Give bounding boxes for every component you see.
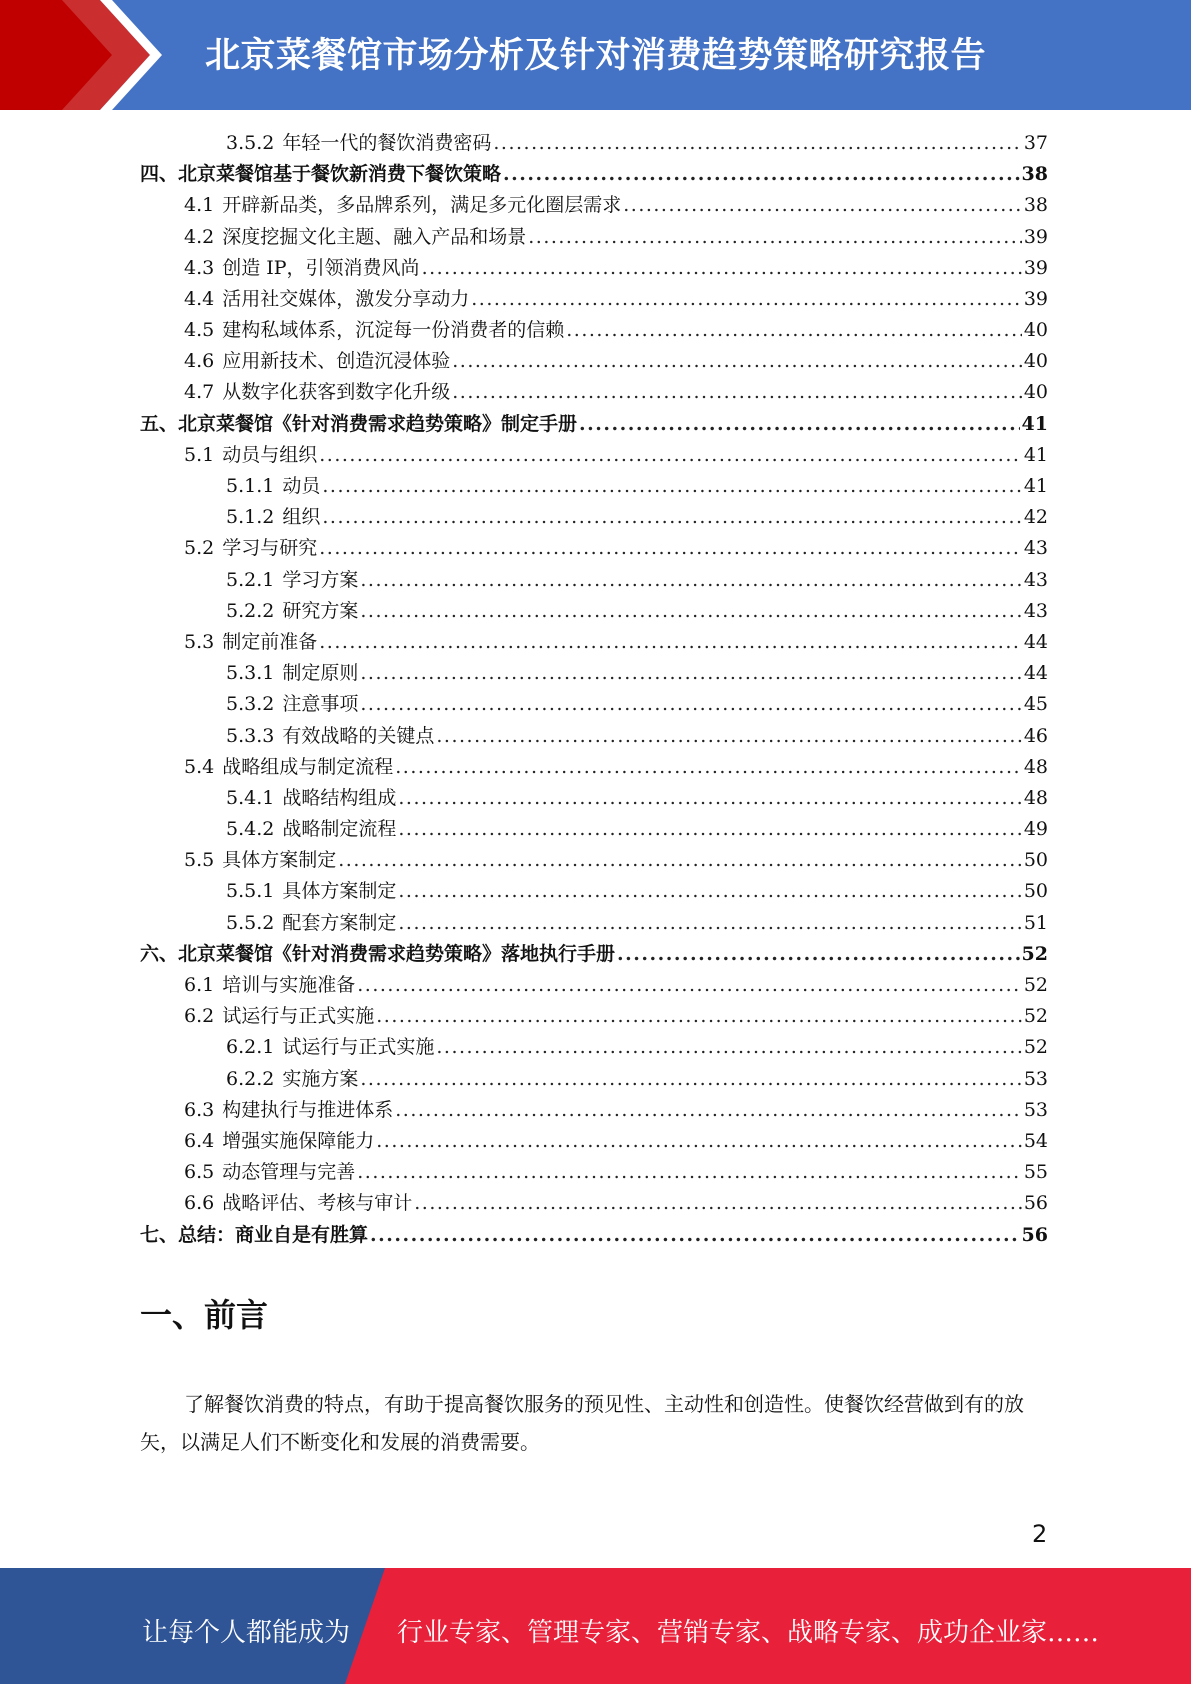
toc-dot-leader bbox=[357, 970, 1022, 1001]
toc-dot-leader bbox=[376, 1126, 1022, 1157]
toc-entry-number: 6.4 bbox=[184, 1129, 215, 1152]
toc-entry-page: 52 bbox=[1023, 974, 1048, 997]
toc-entry-number: 6.3 bbox=[184, 1098, 215, 1121]
toc-entry-page: 56 bbox=[1021, 1223, 1048, 1246]
toc-entry[interactable] bbox=[140, 939, 1048, 970]
toc-entry-number: 5.3.1 bbox=[226, 662, 275, 685]
toc-entry[interactable] bbox=[140, 627, 1048, 658]
toc-entry-title: 五、北京菜餐馆《针对消费需求趋势策略》制定手册 bbox=[140, 412, 578, 435]
toc-entry-page: 56 bbox=[1023, 1192, 1048, 1215]
toc-entry[interactable] bbox=[140, 1220, 1048, 1251]
toc-entry-title: 有效战略的关键点 bbox=[282, 724, 435, 747]
toc-dot-leader bbox=[398, 783, 1021, 814]
toc-entry-page: 44 bbox=[1023, 630, 1048, 653]
toc-entry[interactable] bbox=[140, 1157, 1048, 1188]
toc-entry-number: 5.1.2 bbox=[226, 506, 275, 529]
toc-entry-page: 55 bbox=[1023, 1161, 1048, 1184]
toc-dot-leader bbox=[398, 876, 1021, 907]
toc-entry-number: 3.5.2 bbox=[226, 131, 275, 154]
toc-entry-number: 5.3.2 bbox=[226, 693, 275, 716]
toc-entry[interactable] bbox=[140, 440, 1048, 471]
toc-entry-number: 5.3 bbox=[184, 630, 215, 653]
toc-entry-page: 43 bbox=[1023, 599, 1048, 622]
toc-entry-title: 七、总结：商业自是有胜算 bbox=[140, 1223, 369, 1246]
page-number: 2 bbox=[1032, 1520, 1048, 1548]
toc-dot-leader bbox=[319, 533, 1022, 564]
toc-entry-page: 43 bbox=[1023, 537, 1048, 560]
toc-entry[interactable] bbox=[140, 159, 1048, 190]
toc-entry[interactable] bbox=[140, 845, 1048, 876]
footer-slogan-left: 让每个人都能成为 bbox=[142, 1618, 351, 1648]
toc-dot-leader bbox=[360, 689, 1021, 720]
toc-entry-title: 试运行与正式实施 bbox=[222, 1005, 375, 1028]
toc-dot-leader bbox=[503, 159, 1020, 190]
footer-slogan-right: 行业专家、管理专家、营销专家、战略专家、成功企业家…… bbox=[397, 1618, 1100, 1648]
toc-entry-page: 52 bbox=[1021, 942, 1048, 965]
toc-dot-leader bbox=[436, 721, 1021, 752]
section-paragraph: 了解餐饮消费的特点，有助于提高餐饮服务的预见性、主动性和创造性。使餐饮经营做到有的放矢，以满足人们不断变化和发展的消费需要。 bbox=[140, 1392, 1024, 1454]
toc-entry[interactable] bbox=[140, 315, 1048, 346]
toc-entry-page: 49 bbox=[1023, 818, 1048, 841]
toc-entry-title: 创造 IP，引领消费风尚 bbox=[222, 256, 420, 279]
toc-entry-title: 培训与实施准备 bbox=[222, 974, 356, 997]
toc-entry-page: 52 bbox=[1023, 1036, 1048, 1059]
toc-dot-leader bbox=[398, 908, 1021, 939]
toc-dot-leader bbox=[319, 440, 1022, 471]
toc-entry-title: 制定原则 bbox=[282, 662, 359, 685]
toc-dot-leader bbox=[395, 752, 1022, 783]
toc-entry[interactable] bbox=[140, 502, 1048, 533]
toc-entry[interactable] bbox=[140, 1032, 1048, 1063]
toc-entry-title: 战略制定流程 bbox=[282, 818, 397, 841]
toc-dot-leader bbox=[617, 939, 1020, 970]
toc-entry-title: 学习与研究 bbox=[222, 537, 318, 560]
toc-entry-title: 实施方案 bbox=[282, 1067, 359, 1090]
toc-entry-page: 40 bbox=[1023, 350, 1048, 373]
toc-dot-leader bbox=[422, 253, 1022, 284]
toc-entry[interactable] bbox=[140, 471, 1048, 502]
toc-entry-number: 4.6 bbox=[184, 350, 215, 373]
toc-entry-page: 39 bbox=[1023, 256, 1048, 279]
toc-entry-page: 40 bbox=[1023, 319, 1048, 342]
toc-entry[interactable] bbox=[140, 752, 1048, 783]
toc-entry[interactable] bbox=[140, 190, 1048, 221]
toc-entry[interactable] bbox=[140, 1064, 1048, 1095]
toc-entry-number: 6.2.2 bbox=[226, 1067, 275, 1090]
toc-entry-page: 38 bbox=[1021, 163, 1048, 186]
toc-entry-title: 试运行与正式实施 bbox=[282, 1036, 435, 1059]
toc-entry[interactable] bbox=[140, 1126, 1048, 1157]
toc-entry[interactable] bbox=[140, 378, 1048, 409]
toc-entry-number: 6.2.1 bbox=[226, 1036, 275, 1059]
toc-dot-leader bbox=[436, 1032, 1021, 1063]
toc-entry-number: 5.5.2 bbox=[226, 911, 275, 934]
toc-entry-page: 39 bbox=[1023, 287, 1048, 310]
toc-entry[interactable] bbox=[140, 565, 1048, 596]
toc-entry[interactable] bbox=[140, 814, 1048, 845]
toc-entry-page: 41 bbox=[1023, 475, 1048, 498]
toc-entry-page: 41 bbox=[1023, 443, 1048, 466]
toc-entry-number: 4.7 bbox=[184, 381, 215, 404]
toc-entry[interactable] bbox=[140, 783, 1048, 814]
toc-dot-leader bbox=[338, 845, 1022, 876]
toc-entry-title: 构建执行与推进体系 bbox=[222, 1098, 394, 1121]
toc-entry-page: 53 bbox=[1023, 1098, 1048, 1121]
page-header bbox=[0, 0, 1191, 110]
toc-dot-leader bbox=[360, 596, 1021, 627]
toc-entry-title: 动员与组织 bbox=[222, 443, 318, 466]
toc-dot-leader bbox=[579, 409, 1020, 440]
toc-entry-number: 5.1 bbox=[184, 443, 215, 466]
document-title: 北京菜餐馆市场分析及针对消费趋势策略研究报告 bbox=[205, 36, 987, 76]
toc-entry-title: 动态管理与完善 bbox=[222, 1161, 356, 1184]
toc-entry-title: 开辟新品类，多品牌系列，满足多元化圈层需求 bbox=[222, 194, 622, 217]
toc-entry[interactable] bbox=[140, 533, 1048, 564]
toc-dot-leader bbox=[370, 1220, 1020, 1251]
toc-entry-number: 5.2 bbox=[184, 537, 215, 560]
toc-entry-page: 40 bbox=[1023, 381, 1048, 404]
toc-dot-leader bbox=[395, 1095, 1022, 1126]
toc-entry-title: 战略结构组成 bbox=[282, 786, 397, 809]
toc-entry-number: 5.3.3 bbox=[226, 724, 275, 747]
toc-entry-page: 51 bbox=[1023, 911, 1048, 934]
toc-dot-leader bbox=[528, 222, 1022, 253]
toc-entry-page: 48 bbox=[1023, 786, 1048, 809]
toc-dot-leader bbox=[452, 346, 1022, 377]
toc-entry[interactable] bbox=[140, 1188, 1048, 1219]
toc-dot-leader bbox=[360, 658, 1021, 689]
toc-entry[interactable] bbox=[140, 877, 1048, 908]
toc-dot-leader bbox=[357, 1157, 1022, 1188]
toc-entry[interactable] bbox=[140, 284, 1048, 315]
toc-entry-number: 4.1 bbox=[184, 194, 215, 217]
table-of-contents bbox=[140, 128, 1048, 1251]
toc-entry-title: 战略组成与制定流程 bbox=[222, 755, 394, 778]
toc-entry-title: 具体方案制定 bbox=[282, 880, 397, 903]
toc-entry-title: 动员 bbox=[282, 475, 321, 498]
toc-dot-leader bbox=[452, 377, 1022, 408]
toc-entry-number: 6.6 bbox=[184, 1192, 215, 1215]
toc-entry-page: 48 bbox=[1023, 755, 1048, 778]
toc-entry-number: 6.5 bbox=[184, 1161, 215, 1184]
toc-entry-title: 深度挖掘文化主题、融入产品和场景 bbox=[222, 225, 527, 248]
toc-dot-leader bbox=[471, 284, 1022, 315]
toc-entry[interactable] bbox=[140, 409, 1048, 440]
toc-dot-leader bbox=[493, 128, 1021, 159]
toc-entry-title: 组织 bbox=[282, 506, 321, 529]
toc-entry-page: 52 bbox=[1023, 1005, 1048, 1028]
toc-entry-page: 45 bbox=[1023, 693, 1048, 716]
toc-entry[interactable] bbox=[140, 346, 1048, 377]
toc-entry[interactable] bbox=[140, 1095, 1048, 1126]
toc-entry-number: 5.4 bbox=[184, 755, 215, 778]
toc-entry[interactable] bbox=[140, 908, 1048, 939]
section-heading: 一、前言 bbox=[140, 1296, 269, 1334]
toc-entry[interactable] bbox=[140, 658, 1048, 689]
toc-dot-leader bbox=[319, 627, 1022, 658]
toc-entry-title: 活用社交媒体，激发分享动力 bbox=[222, 287, 470, 310]
toc-entry-number: 4.4 bbox=[184, 287, 215, 310]
toc-entry-number: 4.5 bbox=[184, 319, 215, 342]
toc-entry-title: 战略评估、考核与审计 bbox=[222, 1192, 413, 1215]
toc-entry-title: 增强实施保障能力 bbox=[222, 1129, 375, 1152]
toc-entry-number: 5.1.1 bbox=[226, 475, 275, 498]
toc-entry-number: 4.2 bbox=[184, 225, 215, 248]
toc-entry-number: 6.2 bbox=[184, 1005, 215, 1028]
toc-dot-leader bbox=[360, 1064, 1021, 1095]
toc-entry[interactable] bbox=[140, 1001, 1048, 1032]
toc-dot-leader bbox=[398, 814, 1021, 845]
toc-dot-leader bbox=[376, 1001, 1022, 1032]
toc-entry-number: 5.4.1 bbox=[226, 786, 275, 809]
toc-entry[interactable] bbox=[140, 222, 1048, 253]
page-footer bbox=[0, 1568, 1191, 1684]
toc-entry-page: 44 bbox=[1023, 662, 1048, 685]
toc-dot-leader bbox=[322, 502, 1021, 533]
toc-entry-page: 50 bbox=[1023, 880, 1048, 903]
toc-entry-number: 5.2.1 bbox=[226, 568, 275, 591]
toc-entry-page: 53 bbox=[1023, 1067, 1048, 1090]
toc-entry-title: 建构私域体系，沉淀每一份消费者的信赖 bbox=[222, 319, 565, 342]
toc-entry-page: 41 bbox=[1021, 412, 1048, 435]
toc-entry-title: 六、北京菜餐馆《针对消费需求趋势策略》落地执行手册 bbox=[140, 942, 616, 965]
toc-entry-title: 四、北京菜餐馆基于餐饮新消费下餐饮策略 bbox=[140, 163, 502, 186]
toc-entry-title: 具体方案制定 bbox=[222, 849, 337, 872]
toc-entry-page: 39 bbox=[1023, 225, 1048, 248]
toc-entry-title: 从数字化获客到数字化升级 bbox=[222, 381, 451, 404]
toc-entry-page: 37 bbox=[1023, 131, 1048, 154]
toc-entry[interactable] bbox=[140, 970, 1048, 1001]
toc-dot-leader bbox=[566, 315, 1022, 346]
toc-entry[interactable] bbox=[140, 596, 1048, 627]
toc-entry-page: 38 bbox=[1023, 194, 1048, 217]
toc-entry[interactable] bbox=[140, 253, 1048, 284]
toc-entry-title: 应用新技术、创造沉浸体验 bbox=[222, 350, 451, 373]
toc-entry-number: 6.1 bbox=[184, 974, 215, 997]
toc-entry[interactable] bbox=[140, 128, 1048, 159]
toc-entry-page: 42 bbox=[1023, 506, 1048, 529]
toc-entry-title: 研究方案 bbox=[282, 599, 359, 622]
toc-entry-title: 学习方案 bbox=[282, 568, 359, 591]
toc-entry-number: 5.5 bbox=[184, 849, 215, 872]
toc-entry-number: 4.3 bbox=[184, 256, 215, 279]
toc-entry-title: 年轻一代的餐饮消费密码 bbox=[282, 131, 492, 154]
toc-entry-page: 43 bbox=[1023, 568, 1048, 591]
toc-entry-title: 配套方案制定 bbox=[282, 911, 397, 934]
toc-entry-title: 注意事项 bbox=[282, 693, 359, 716]
toc-dot-leader bbox=[414, 1188, 1022, 1219]
toc-entry-number: 5.4.2 bbox=[226, 818, 275, 841]
toc-entry-page: 54 bbox=[1023, 1129, 1048, 1152]
toc-entry[interactable] bbox=[140, 721, 1048, 752]
toc-entry-page: 50 bbox=[1023, 849, 1048, 872]
toc-dot-leader bbox=[623, 190, 1022, 221]
toc-entry[interactable] bbox=[140, 689, 1048, 720]
toc-dot-leader bbox=[360, 565, 1021, 596]
toc-entry-number: 5.2.2 bbox=[226, 599, 275, 622]
toc-entry-page: 46 bbox=[1023, 724, 1048, 747]
toc-entry-number: 5.5.1 bbox=[226, 880, 275, 903]
toc-dot-leader bbox=[322, 471, 1021, 502]
toc-entry-title: 制定前准备 bbox=[222, 630, 318, 653]
